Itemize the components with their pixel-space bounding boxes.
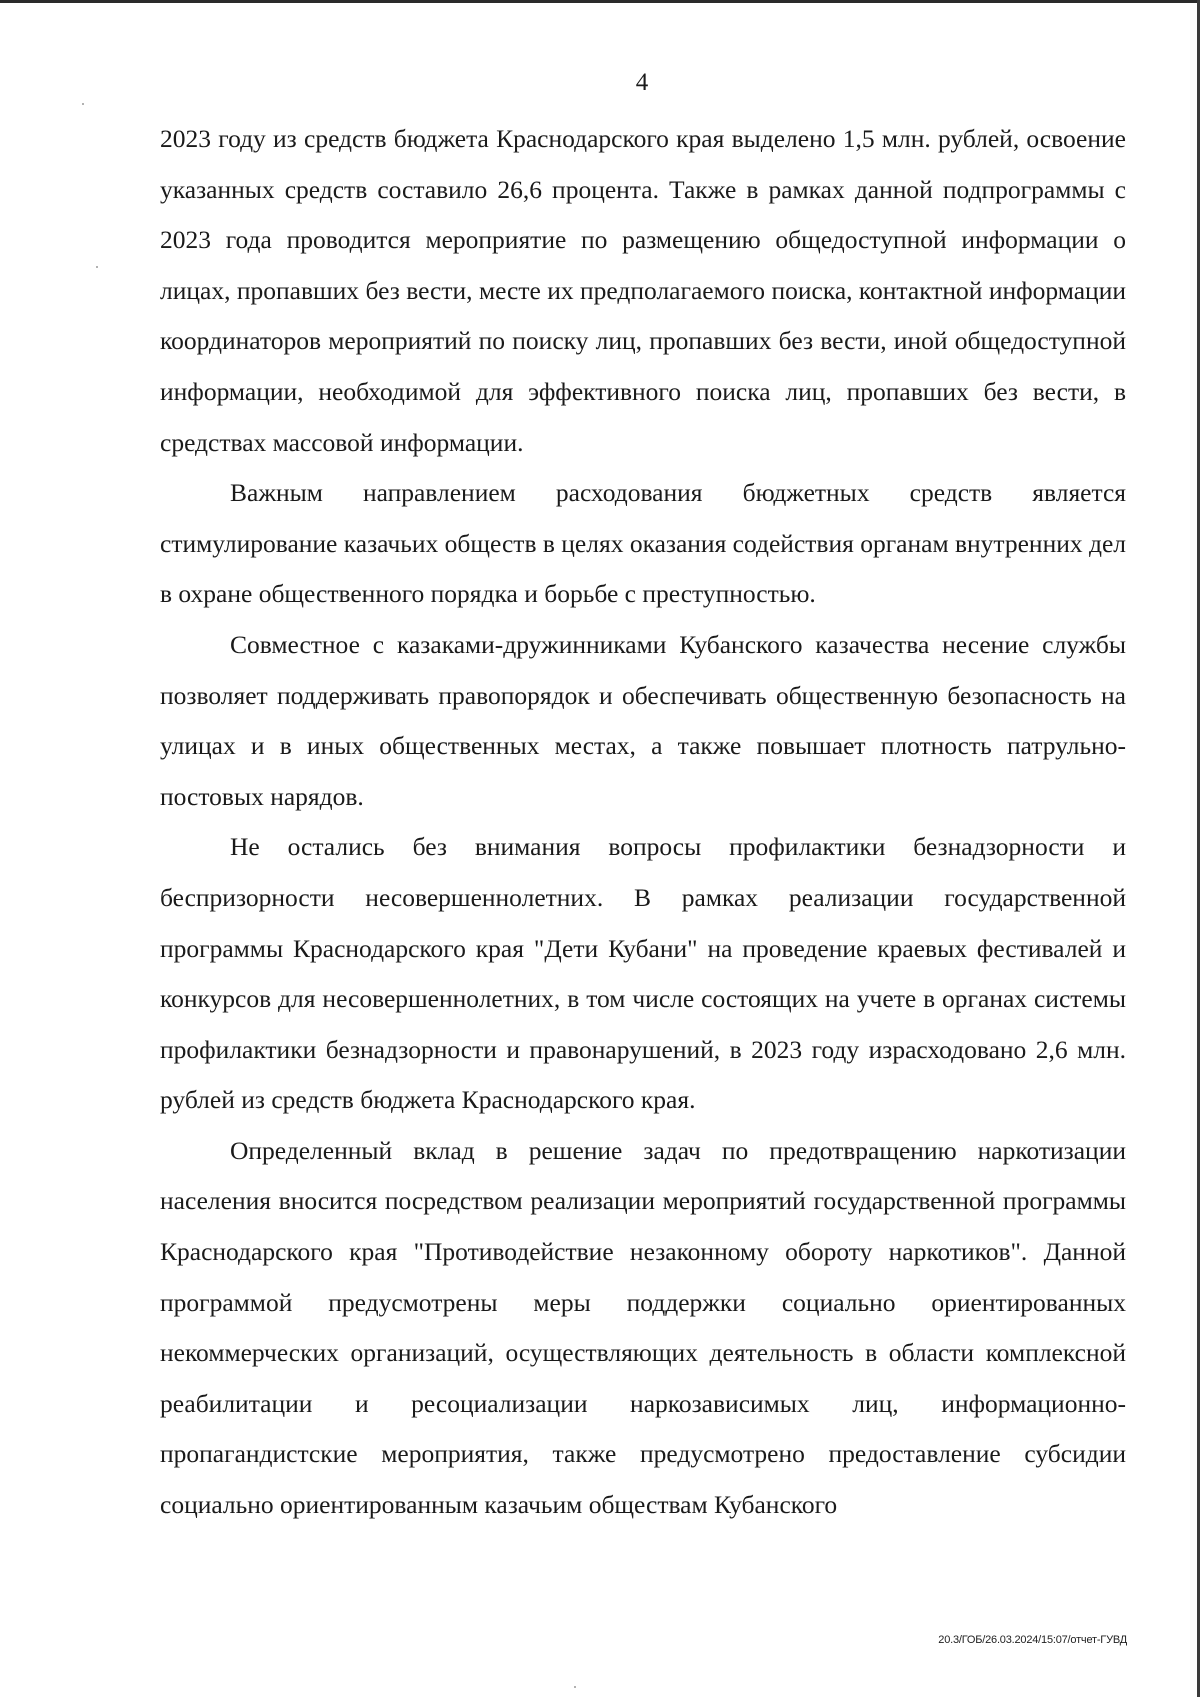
document-footer-code: 20.3/ГОБ/26.03.2024/15:07/отчет-ГУВД [938,1634,1127,1646]
paragraph-juvenile-prevention: Не остались без внимания вопросы профилактики безнадзорности и беспризорности несовершеннолетних. В рамках реализации государственной программы Краснодарского края "Дети Кубани" на проведение краевых фестивалей и конкурсов для несовершеннолетних, в том числе состоящих на учете в органах системы профилактики безнадзорности и правонарушений, в 2023 году израсходовано 2,6 млн. рублей из средств бюджета Краснодарского края. [160,832,1126,1115]
paragraph-joint-service: Совместное с казаками-дружинниками Кубанского казачества несение службы позволяет поддерживать правопорядок и обеспечивать общественную безопасность на улицах и в иных общественных местах, а также повышает плотность патрульно-постовых нарядов. [160,629,1126,811]
paragraph-drug-prevention: Определенный вклад в решение задач по предотвращению наркотизации населения вносится посредством реализации мероприятий государственной программы Краснодарского края "Противодействие незаконному обороту наркотиков". Данной программой предусмотрены меры поддержки социально ориентированных некоммерческих организаций, осуществляющих деятельность в области комплексной реабилитации и ресоциализации наркозависимых лиц, информационно-пропагандистские мероприятия, также предусмотрено предоставление субсидии социально ориентированным казачьим обществам Кубанского [160,1135,1126,1520]
scan-top-edge [0,0,1200,3]
paragraph-budget-search: 2023 году из средств бюджета Краснодарского края выделено 1,5 млн. рублей, освоение указанных средств составило 26,6 процента. Также в рамках данной подпрограммы с 2023 года проводится мероприятие по размещению общедоступной информации о лицах, пропавших без вести, месте их предполагаемого поиска, контактной информации координаторов мероприятий по поиску лиц, пропавших без вести, иной общедоступной информации, необходимой для эффективного поиска лиц, пропавших без вести, в средствах массовой информации. [160,124,1126,457]
page-number: 4 [635,69,649,96]
scan-speck [96,266,98,268]
document-body [160,114,1126,1531]
scan-speck [574,1686,576,1688]
paragraph-cossack-stimulation: Важным направлением расходования бюджетных средств является стимулирование казачьих обществ в целях оказания содействия органам внутренних дел в охране общественного порядка и борьбе с преступностью. [160,478,1126,609]
scan-speck [82,103,84,105]
